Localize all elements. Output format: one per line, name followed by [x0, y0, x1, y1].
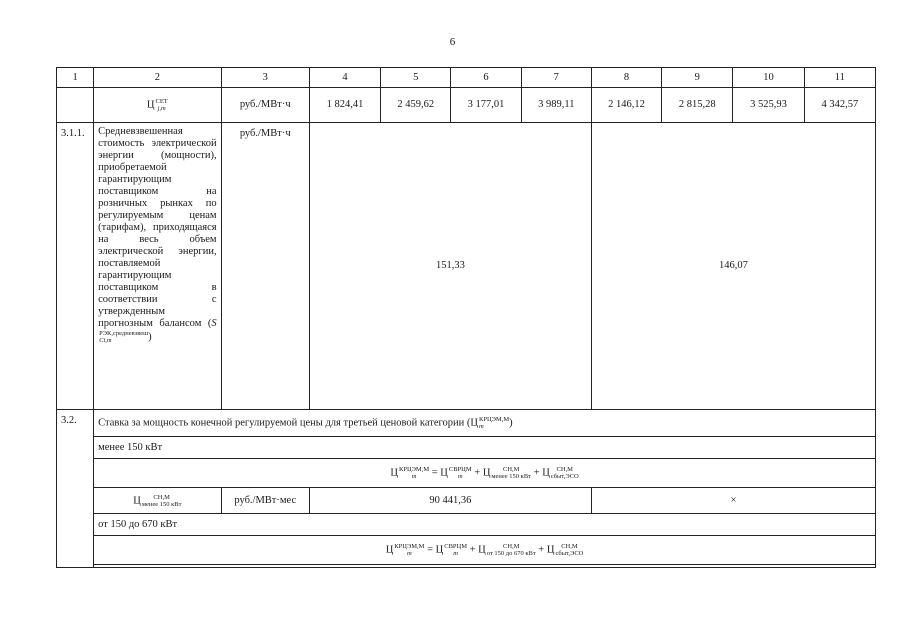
- header-cell: 2: [94, 68, 221, 88]
- symbol-base: S: [211, 318, 217, 329]
- symbol-sub: m: [453, 550, 458, 557]
- formula-symbol: Ц: [385, 544, 394, 556]
- formula-operator: +: [469, 544, 476, 556]
- formula-row: [57, 459, 876, 488]
- symbol-sub: от 150 до 670 кВт: [486, 550, 536, 557]
- value-cell: 3 177,01: [451, 88, 521, 123]
- symbol-sub: m: [479, 423, 484, 430]
- symbol-sup: СН,М: [503, 466, 520, 473]
- description-cell: [94, 123, 221, 410]
- header-cell: 7: [521, 68, 591, 88]
- subsection-label: от 150 до 670 кВт: [94, 514, 876, 536]
- symbol-sup: РЭК,средневзвеш: [99, 330, 149, 337]
- formula-operator: +: [474, 467, 481, 479]
- header-cell: 1: [57, 68, 94, 88]
- symbol-sub: m: [457, 473, 463, 480]
- symbol-sup: СН,М: [503, 543, 520, 550]
- value-cell: 2 146,12: [591, 88, 661, 123]
- formula-symbol: Ц: [440, 467, 448, 479]
- section-title-row: [57, 410, 876, 437]
- formula-symbol: Ц: [542, 467, 550, 479]
- table-row: [57, 123, 876, 410]
- symbol-sub: менее 150 кВт: [491, 473, 532, 480]
- symbol-sub: m: [411, 473, 417, 480]
- formula-operator: =: [431, 467, 438, 479]
- header-cell: 8: [591, 68, 661, 88]
- value-cell-merged: 90 441,36: [309, 488, 591, 514]
- formula-operator: +: [538, 544, 545, 556]
- table-row: [57, 488, 876, 514]
- subsection-row: [57, 514, 876, 536]
- value-cell-merged: 146,07: [591, 123, 875, 410]
- header-cell: 10: [733, 68, 804, 88]
- table-bottom-edge: [94, 565, 876, 568]
- header-cell: 11: [804, 68, 875, 88]
- header-cell: 9: [662, 68, 733, 88]
- value-cell: 4 342,57: [804, 88, 875, 123]
- subsection-label: менее 150 кВт: [94, 437, 876, 459]
- value-cell: 2 815,28: [662, 88, 733, 123]
- symbol-sup: СН,М: [561, 543, 578, 550]
- value-cell: 2 459,62: [381, 88, 451, 123]
- formula-lt150: [94, 459, 876, 488]
- formula-operator: +: [533, 467, 540, 479]
- symbol-base: Ц: [146, 99, 155, 111]
- description-text: Средневзвешенная стоимость электрической энергии (мощности), приобретаемой гарантирующим поставщиком на розничных рынках по регулируемым ценам (тарифам), приходящаяся на весь объем электрической энергии, поставляемой гарантирующим поставщиком в соответствии с утвержденным прогнозным балансом: [98, 126, 217, 329]
- row-number-cell: 3.1.1.: [57, 123, 94, 410]
- formula-symbol: Ц: [482, 467, 491, 479]
- symbol-open: (: [207, 318, 212, 329]
- symbol-sub: сбыт,ЭСО: [550, 473, 579, 480]
- symbol-sup: СН,М: [556, 466, 573, 473]
- unit-cell: руб./МВт·мес: [221, 488, 309, 514]
- section-title: [94, 410, 876, 437]
- symbol-sup: КРЦЭМ,М: [394, 543, 425, 550]
- formula-symbol: Ц: [390, 467, 398, 479]
- formula-row: [57, 536, 876, 565]
- symbol-sup: СН,М: [153, 493, 170, 501]
- formula-150-670: [94, 536, 876, 565]
- symbol-close: ): [148, 331, 152, 343]
- tariff-table: [56, 67, 876, 568]
- section-title-text: Ставка за мощность конечной регулируемой цены для третьей ценовой категории (Ц: [98, 417, 478, 429]
- unit-cell: руб./МВт·ч: [221, 88, 309, 123]
- symbol-close: ): [509, 417, 513, 429]
- subsection-row: [57, 437, 876, 459]
- symbol-sub: менее 150 кВт: [141, 500, 182, 508]
- page-number: 6: [449, 36, 456, 48]
- header-cell: 6: [451, 68, 521, 88]
- value-cell-merged: ×: [591, 488, 875, 514]
- formula-operator: =: [427, 544, 434, 556]
- symbol-sup: СВРЦМ: [444, 543, 467, 550]
- header-cell: 3: [221, 68, 309, 88]
- row-number-cell: 3.2.: [57, 410, 94, 568]
- symbol-sup: КРЦЭМ,М: [479, 416, 510, 423]
- table-row: [57, 88, 876, 123]
- formula-symbol: Ц: [478, 544, 486, 556]
- symbol-sup: СЕТ: [155, 98, 168, 105]
- symbol-base: Ц: [133, 494, 141, 506]
- value-cell-merged: 151,33: [309, 123, 591, 410]
- symbol-cell: [94, 88, 221, 123]
- symbol-sub: Сi,m: [99, 337, 112, 344]
- value-cell: 3 989,11: [521, 88, 591, 123]
- symbol-sub: j,m: [157, 105, 166, 112]
- unit-cell: руб./МВт·ч: [221, 123, 309, 410]
- symbol-sup: СВРЦМ: [448, 466, 472, 473]
- formula-symbol: Ц: [546, 544, 555, 556]
- header-cell: 5: [381, 68, 451, 88]
- formula-symbol: Ц: [435, 544, 444, 556]
- symbol-sub: сбыт,ЭСО: [555, 550, 584, 557]
- row-number-cell: [57, 88, 94, 123]
- header-cell: 4: [309, 68, 380, 88]
- symbol-cell: [94, 488, 221, 514]
- header-row: [57, 68, 876, 88]
- trailing-row: [57, 565, 876, 568]
- value-cell: 1 824,41: [309, 88, 380, 123]
- symbol-sub: m: [407, 550, 412, 557]
- symbol-sup: КРЦЭМ,М: [399, 466, 430, 473]
- value-cell: 3 525,93: [733, 88, 804, 123]
